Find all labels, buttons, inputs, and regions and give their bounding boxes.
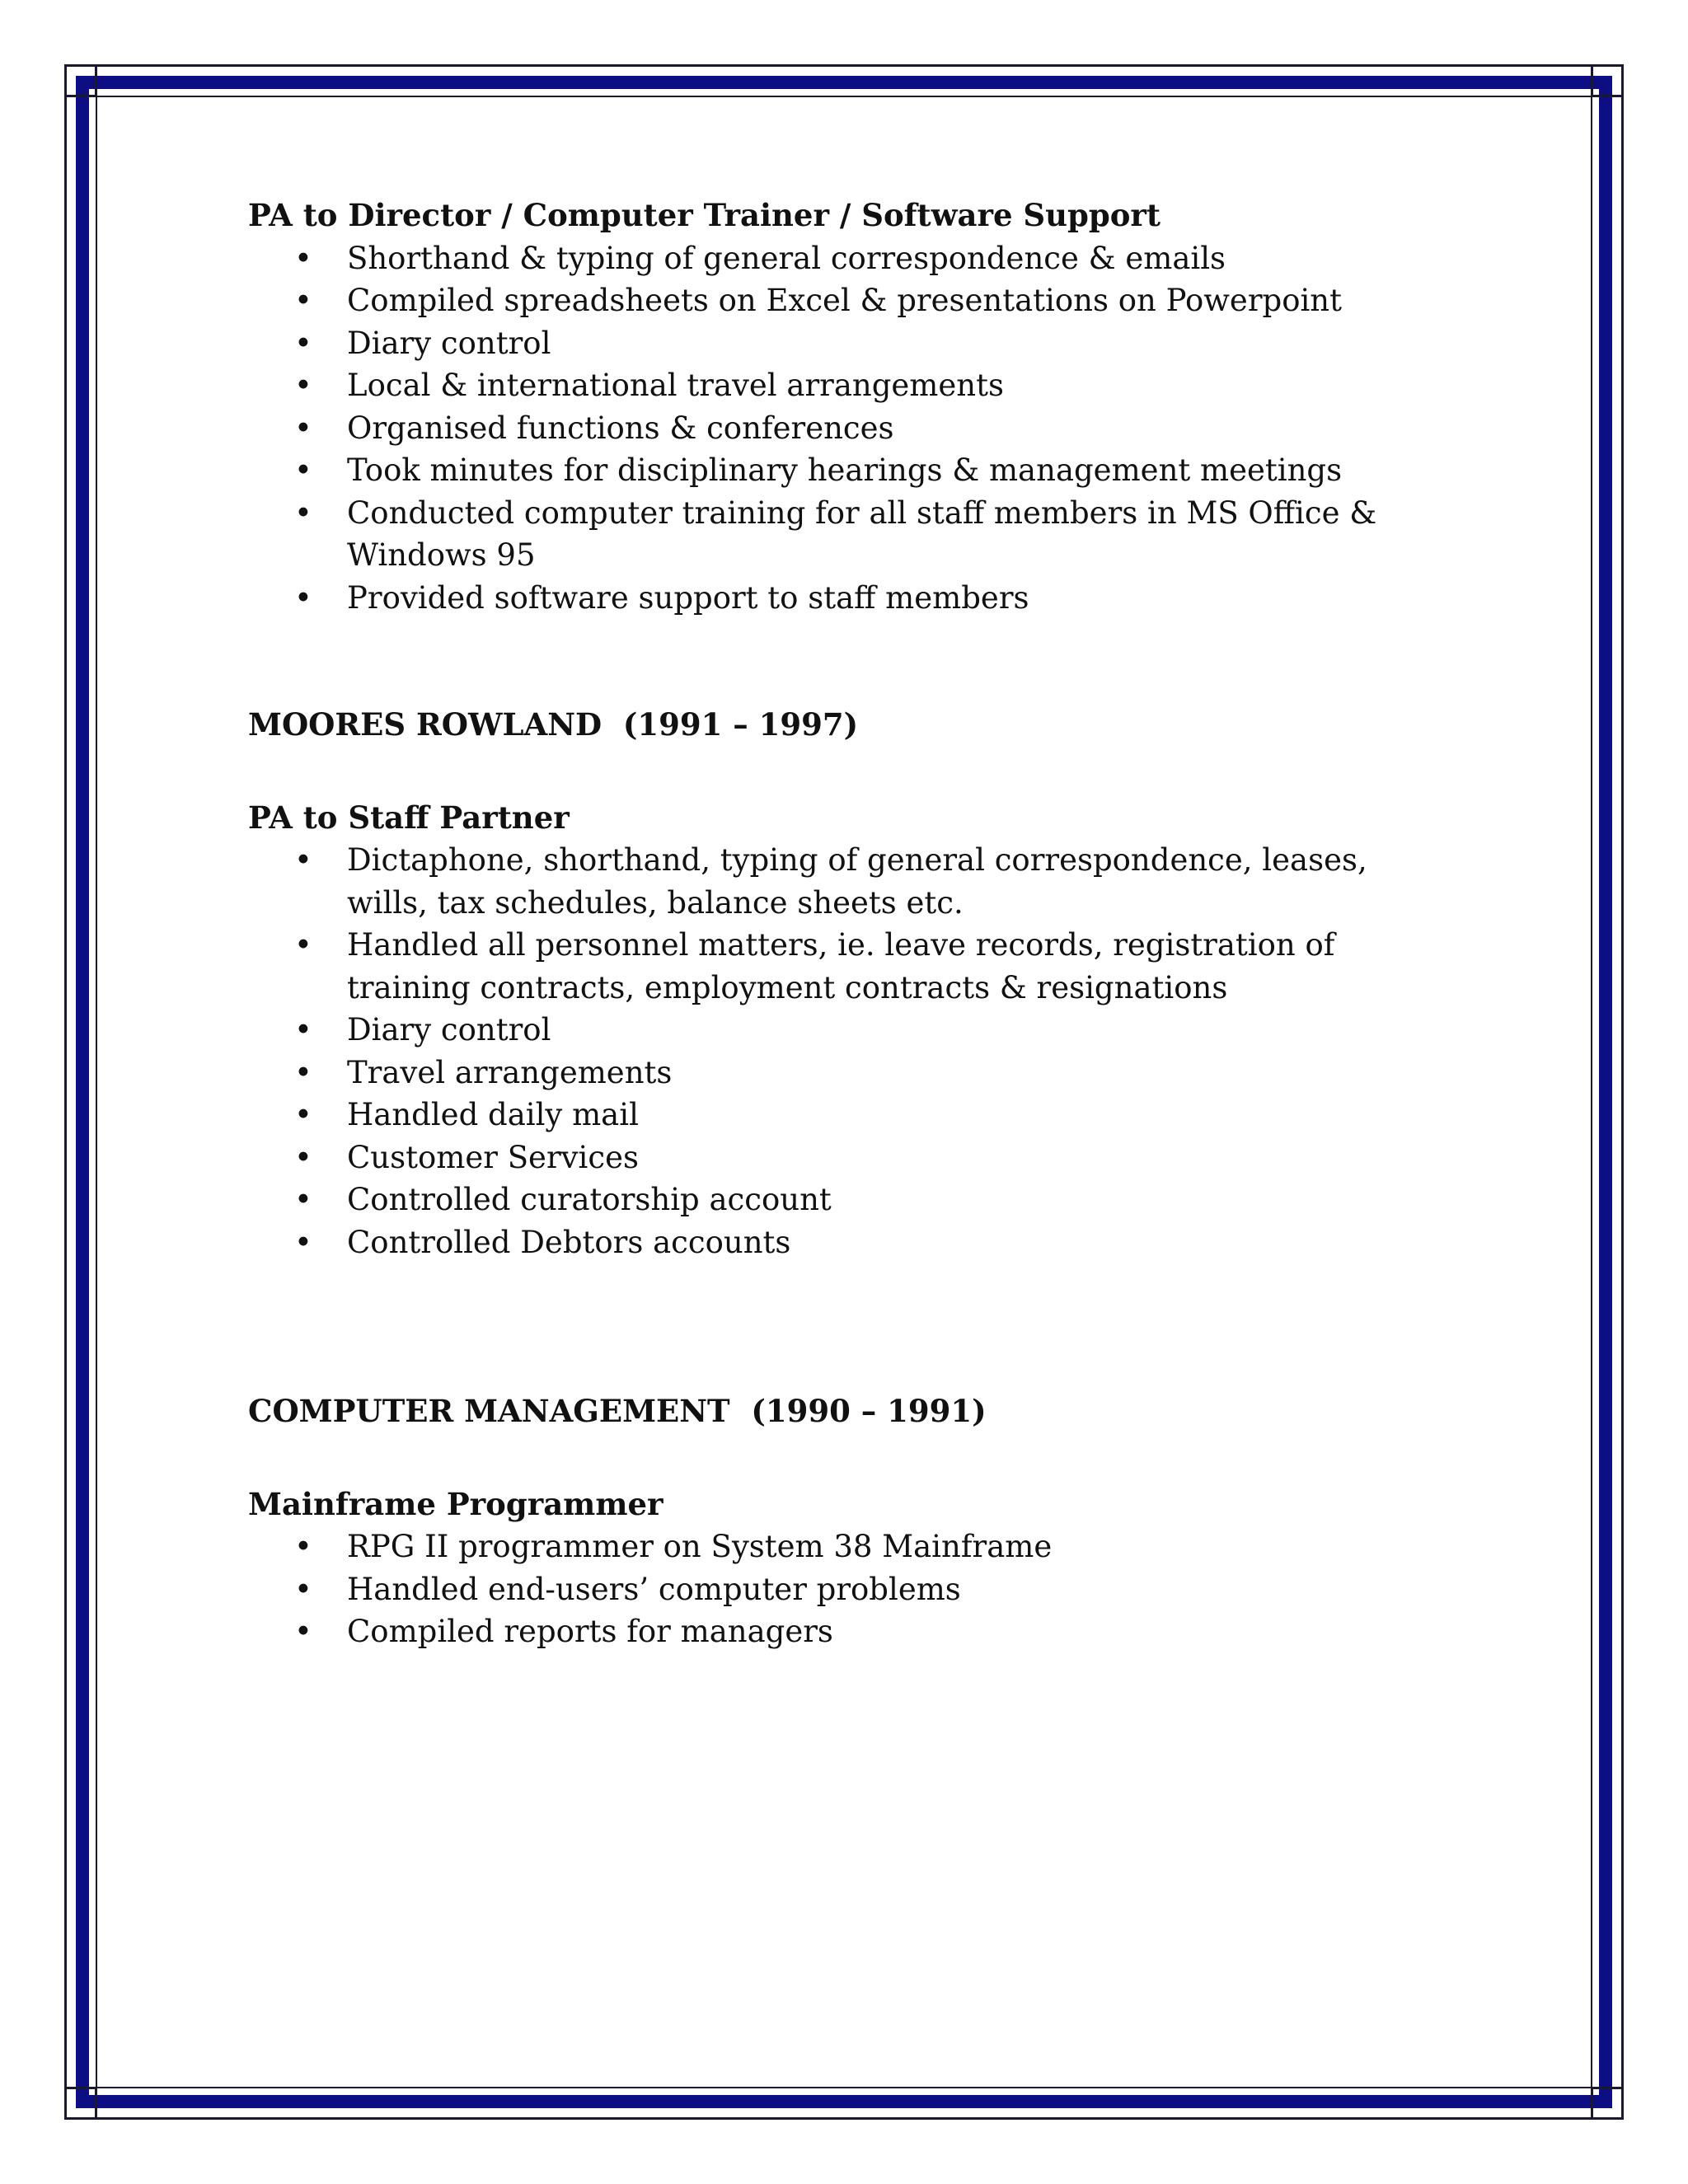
duty-list xyxy=(248,237,1443,620)
section-moores-rowland xyxy=(248,704,1443,1263)
border-corner-bottom-left xyxy=(64,2087,97,2120)
company-heading: MOORES ROWLAND (1991 – 1997) xyxy=(248,706,859,743)
list-item: • Organised functions & conferences xyxy=(248,407,1443,450)
list-item: • Local & international travel arrangements xyxy=(248,364,1443,407)
list-item: • Provided software support to staff members xyxy=(248,577,1443,620)
list-item: • Controlled curatorship account xyxy=(248,1179,1443,1221)
border-corner-bottom-right xyxy=(1591,2087,1624,2120)
list-item: • Handled daily mail xyxy=(248,1094,1443,1137)
list-item: • Customer Services xyxy=(248,1137,1443,1179)
list-item: • Controlled Debtors accounts xyxy=(248,1221,1443,1264)
list-item: • Travel arrangements xyxy=(248,1052,1443,1094)
duty-list xyxy=(248,1526,1443,1653)
list-item: • Handled end-users’ computer problems xyxy=(248,1568,1443,1611)
section-pa-director xyxy=(248,194,1443,619)
list-item: • RPG II programmer on System 38 Mainframe xyxy=(248,1526,1443,1568)
company-heading: COMPUTER MANAGEMENT (1990 – 1991) xyxy=(248,1393,987,1429)
list-item: • Compiled spreadsheets on Excel & presentations on Powerpoint xyxy=(248,279,1443,322)
list-item: • Took minutes for disciplinary hearings & management meetings xyxy=(248,449,1443,492)
list-item: • Handled all personnel matters, ie. leave records, registration of training contracts, employment contracts & resignations xyxy=(248,924,1443,1009)
border-corner-top-left xyxy=(64,64,97,97)
document-body xyxy=(248,194,1443,1653)
border-corner-top-right xyxy=(1591,64,1624,97)
role-heading: Mainframe Programmer xyxy=(248,1485,663,1522)
list-item: • Compiled reports for managers xyxy=(248,1610,1443,1653)
role-heading: PA to Staff Partner xyxy=(248,799,570,836)
list-item: • Dictaphone, shorthand, typing of general correspondence, leases, wills, tax schedules, balance sheets etc. xyxy=(248,839,1443,924)
list-item: • Diary control xyxy=(248,1009,1443,1052)
role-heading: PA to Director / Computer Trainer / Software Support xyxy=(248,197,1161,233)
list-item: • Conducted computer training for all staff members in MS Office & Windows 95 xyxy=(248,492,1443,577)
list-item: • Diary control xyxy=(248,322,1443,365)
section-computer-management xyxy=(248,1390,1443,1653)
duty-list xyxy=(248,839,1443,1263)
list-item: • Shorthand & typing of general correspondence & emails xyxy=(248,237,1443,280)
